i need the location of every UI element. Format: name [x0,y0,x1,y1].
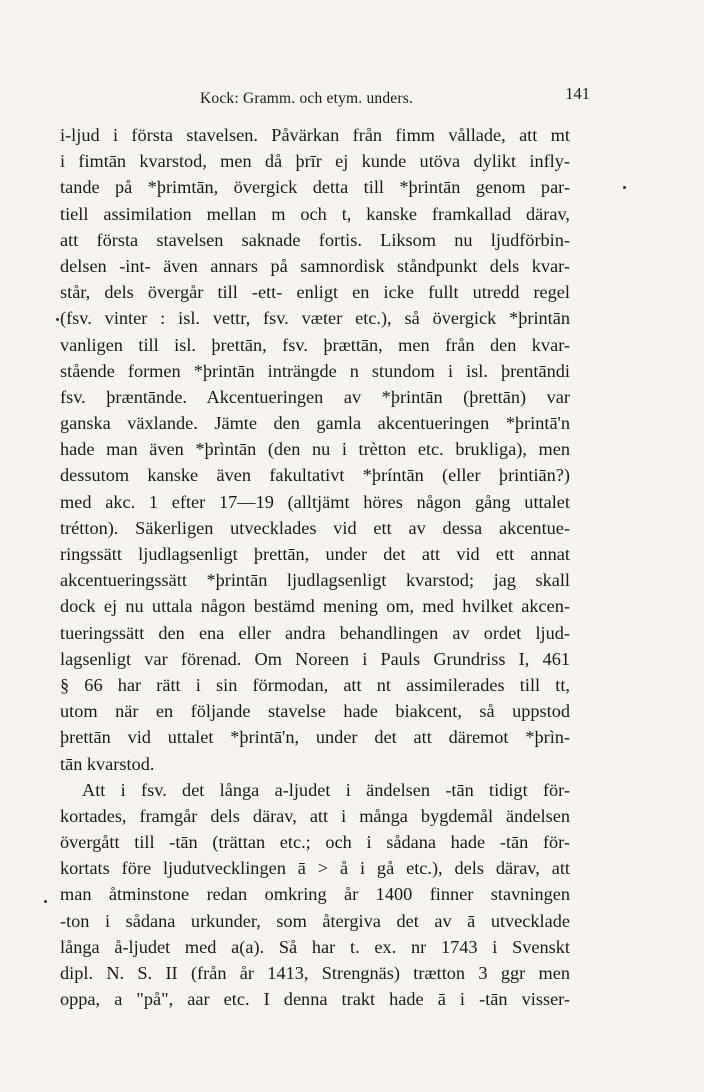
text-line: trétton). Säkerligen utvecklades vid ett av dessa akcentue- [60,517,570,538]
text-line: dock ej nu uttala någon bestämd mening om, med hvilket akcen- [60,596,570,617]
text-line: hade man även *þrìntān (den nu i trètton etc. brukliga), men [60,439,570,460]
text-line: fsv. þræntānde. Akcentueringen av *þrintān (þrettān) var [60,386,570,407]
text-line: akcentueringssätt *þrintān ljudlagsenligt kvarstod; jag skall [60,570,570,591]
paragraph [60,122,570,777]
text-line: kortats före ljudutvecklingen ā > å i gå etc.), dels därav, att [60,858,570,879]
page-number: 141 [565,84,590,103]
text-line: kortades, framgår dels därav, att i många bygdemål ändelsen [60,805,570,826]
text-line: står, dels övergår till -ett- enligt en icke fullt utredd regel [60,282,570,303]
body-text [60,122,570,1012]
text-line: man åtminstone redan omkring år 1400 finner stavningen [60,884,570,905]
text-line: stående formen *þrintān inträngde n stundom i isl. þrentāndi [60,360,570,381]
text-line: oppa, a "på", aar etc. I denna trakt hade ā i -tān visser- [60,989,570,1010]
margin-mark [623,186,626,189]
text-line: tueringssätt den ena eller andra behandlingen av ordet ljud- [60,622,570,643]
text-line: i-ljud i första stavelsen. Påvärkan från fimm vållade, att mt [60,125,570,145]
text-line: § 66 har rätt i sin förmodan, att nt assimilerades till tt, [60,674,570,695]
margin-mark [56,318,59,321]
text-line: övergått till -tān (trättan etc.; och i sådana hade -tān för- [60,832,570,853]
text-line: delsen -int- även annars på samnordisk ståndpunkt dels kvar- [60,255,570,276]
text-line: ringssätt ljudlagsenligt þrettān, under det att vid ett annat [60,544,570,564]
paragraph [60,777,570,1013]
text-line: tān kvarstod. [60,753,155,774]
running-head: Kock: Gramm. och etym. unders. [200,90,414,107]
text-line: lagsenligt var förenad. Om Noreen i Pauls Grundriss I, 461 [60,648,570,669]
margin-mark [44,900,47,903]
page-header [60,82,590,116]
text-line: -ton i sådana urkunder, som återgiva det av ā utvecklade [60,910,570,931]
text-line: tiell assimilation mellan m och t, kanske framkallad därav, [60,203,570,224]
text-line: ganska växlande. Jämte den gamla akcentueringen *þrintā'n [60,413,570,434]
text-line: med akc. 1 efter 17—19 (alltjämt höres någon gång uttalet [60,491,570,512]
text-line: vanligen till isl. þrettān, fsv. þrættān, men från den kvar- [60,334,570,355]
text-line: dipl. N. S. II (från år 1413, Strengnäs) trætton 3 ggr men [60,963,570,983]
text-line: tande på *þrimtān, övergick detta till *þrintān genom par- [60,177,570,198]
text-line: Att i fsv. det långa a-ljudet i ändelsen -tān tidigt för- [82,779,570,800]
text-line: dessutom kanske även fakultativt *þríntān (eller þrintiān?) [60,465,570,486]
text-line: i fimtān kvarstod, men då þrīr ej kunde utöva dylikt infly- [60,151,570,172]
text-line: (fsv. vinter : isl. vettr, fsv. væter etc.), så övergick *þrintān [60,308,570,329]
text-line: utom när en följande stavelse hade biakcent, så uppstod [60,701,570,722]
text-line: att första stavelsen saknade fortis. Liksom nu ljudförbin- [60,229,570,250]
text-line: långa å-ljudet med a(a). Så har t. ex. nr 1743 i Svenskt [60,936,570,957]
text-line: þrettān vid uttalet *þrintā'n, under det att däremot *þrìn- [60,727,570,748]
